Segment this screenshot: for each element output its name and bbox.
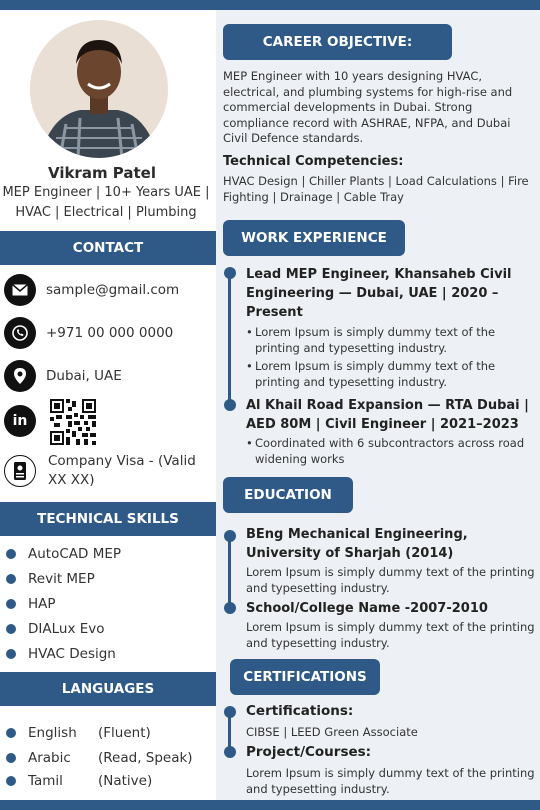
job-title: Al Khail Road Expansion — RTA Dubai | AED 80M | Civil Engineer | 2021–2023: [246, 398, 529, 432]
language-level: (Native): [98, 773, 153, 789]
projects-text: Lorem Ipsum is simply dummy text of the printing and typesetting industry.: [246, 766, 535, 796]
bullet-dot: [6, 574, 16, 584]
language-name: Tamil: [28, 773, 63, 789]
whatsapp-icon: [4, 317, 36, 349]
top-accent-bar: [0, 0, 540, 10]
contact-email[interactable]: [4, 274, 179, 306]
language-name: English: [28, 725, 77, 741]
skill-item: [6, 571, 95, 587]
bullet-dot: [6, 649, 16, 659]
job-bullet: [246, 324, 536, 356]
bullet-mark: •: [246, 325, 253, 339]
contact-linkedin[interactable]: [4, 405, 36, 437]
language-item: [6, 725, 151, 741]
skill-label: Revit MEP: [28, 571, 95, 587]
competencies-text: HVAC Design | Chiller Plants | Load Calculations | Fire Fighting | Drainage | Cable Tray: [223, 174, 529, 204]
education-text: Lorem Ipsum is simply dummy text of the printing and typesetting industry.: [246, 620, 535, 650]
timeline-dot: [224, 530, 236, 542]
qr-code-icon: [50, 399, 96, 445]
bullet-dot: [6, 599, 16, 609]
visa-text-line-2: XX XX): [48, 472, 95, 488]
bullet-dot: [6, 624, 16, 634]
career-objective-text: MEP Engineer with 10 years designing HVAC, electrical, and plumbing systems for high-rise and commercial developments in Dubai. Strong compliance record with ASHRAE, NFPA, and Dubai Civil Defence standards.: [223, 69, 513, 145]
contact-visa: [4, 452, 196, 490]
language-name: Arabic: [28, 750, 71, 766]
profile-photo: [30, 20, 168, 158]
timeline-dot: [224, 706, 236, 718]
job-subtitle: [0, 183, 212, 223]
skill-label: DIALux Evo: [28, 621, 105, 637]
timeline-dot: [224, 399, 236, 411]
bottom-accent-bar: [0, 800, 540, 810]
bullet-text: Lorem Ipsum is simply dummy text of the printing and typesetting industry.: [255, 325, 496, 355]
location-text: Dubai, UAE: [46, 368, 122, 384]
language-item: [6, 773, 152, 789]
skill-item: [6, 621, 105, 637]
contact-phone[interactable]: [4, 317, 173, 349]
certifications-list: CIBSE | LEED Green Associate: [246, 725, 418, 739]
languages-heading: LANGUAGES: [0, 672, 216, 706]
phone-text: +971 00 000 0000: [46, 325, 174, 341]
bullet-text: Lorem Ipsum is simply dummy text of the printing and typesetting industry.: [255, 359, 496, 389]
email-text: sample@gmail.com: [46, 282, 180, 298]
bullet-mark: •: [246, 436, 253, 450]
job-title: Lead MEP Engineer, Khansaheb Civil Engineering — Dubai, UAE | 2020 – Present: [246, 267, 512, 320]
bullet-dot: [6, 549, 16, 559]
visa-card-icon: [4, 455, 36, 487]
competencies-heading: Technical Competencies:: [223, 154, 404, 169]
bullet-dot: [6, 728, 16, 738]
language-level: (Fluent): [98, 725, 151, 741]
skill-item: [6, 546, 121, 562]
job-bullet: [246, 435, 536, 467]
certifications-heading: CERTIFICATIONS: [230, 659, 380, 695]
bullet-mark: •: [246, 359, 253, 373]
education-timeline: [228, 536, 231, 610]
timeline-dot: [224, 267, 236, 279]
visa-text: [48, 452, 196, 490]
education-text: Lorem Ipsum is simply dummy text of the printing and typesetting industry.: [246, 565, 535, 595]
subtitle-line-2: HVAC | Electrical | Plumbing: [15, 205, 197, 220]
linkedin-icon: in: [4, 405, 36, 437]
bullet-text: Coordinated with 6 subcontractors across road widening works: [255, 436, 525, 466]
contact-location: [4, 360, 122, 392]
subtitle-line-1: MEP Engineer | 10+ Years UAE |: [2, 185, 210, 200]
person-name: Vikram Patel: [47, 164, 157, 182]
certifications-subheading: Certifications:: [246, 703, 354, 719]
skill-label: HVAC Design: [28, 646, 116, 662]
education-title: School/College Name -2007-2010: [246, 601, 488, 616]
projects-heading: Project/Courses:: [246, 744, 372, 760]
language-item: [6, 750, 193, 766]
contact-heading: CONTACT: [0, 231, 216, 265]
experience-timeline: [228, 272, 231, 407]
bullet-dot: [6, 776, 16, 786]
job-bullets: [246, 435, 536, 469]
skill-item: [6, 596, 56, 612]
skill-item: [6, 646, 116, 662]
job-bullet: [246, 358, 536, 390]
work-experience-heading: WORK EXPERIENCE: [223, 220, 405, 256]
timeline-dot: [224, 746, 236, 758]
education-heading: EDUCATION: [223, 477, 353, 513]
language-level: (Read, Speak): [98, 750, 193, 766]
job-bullets: [246, 324, 536, 392]
career-objective-heading: CAREER OBJECTIVE:: [223, 24, 452, 60]
skill-label: HAP: [28, 596, 56, 612]
technical-skills-heading: TECHNICAL SKILLS: [0, 502, 216, 536]
location-icon: [4, 360, 36, 392]
bullet-dot: [6, 753, 16, 763]
skill-label: AutoCAD MEP: [28, 546, 122, 562]
email-icon: [4, 274, 36, 306]
education-title: BEng Mechanical Engineering, University of Sharjah (2014): [246, 527, 468, 561]
visa-text-line-1: Company Visa - (Valid: [48, 453, 196, 469]
timeline-dot: [224, 602, 236, 614]
